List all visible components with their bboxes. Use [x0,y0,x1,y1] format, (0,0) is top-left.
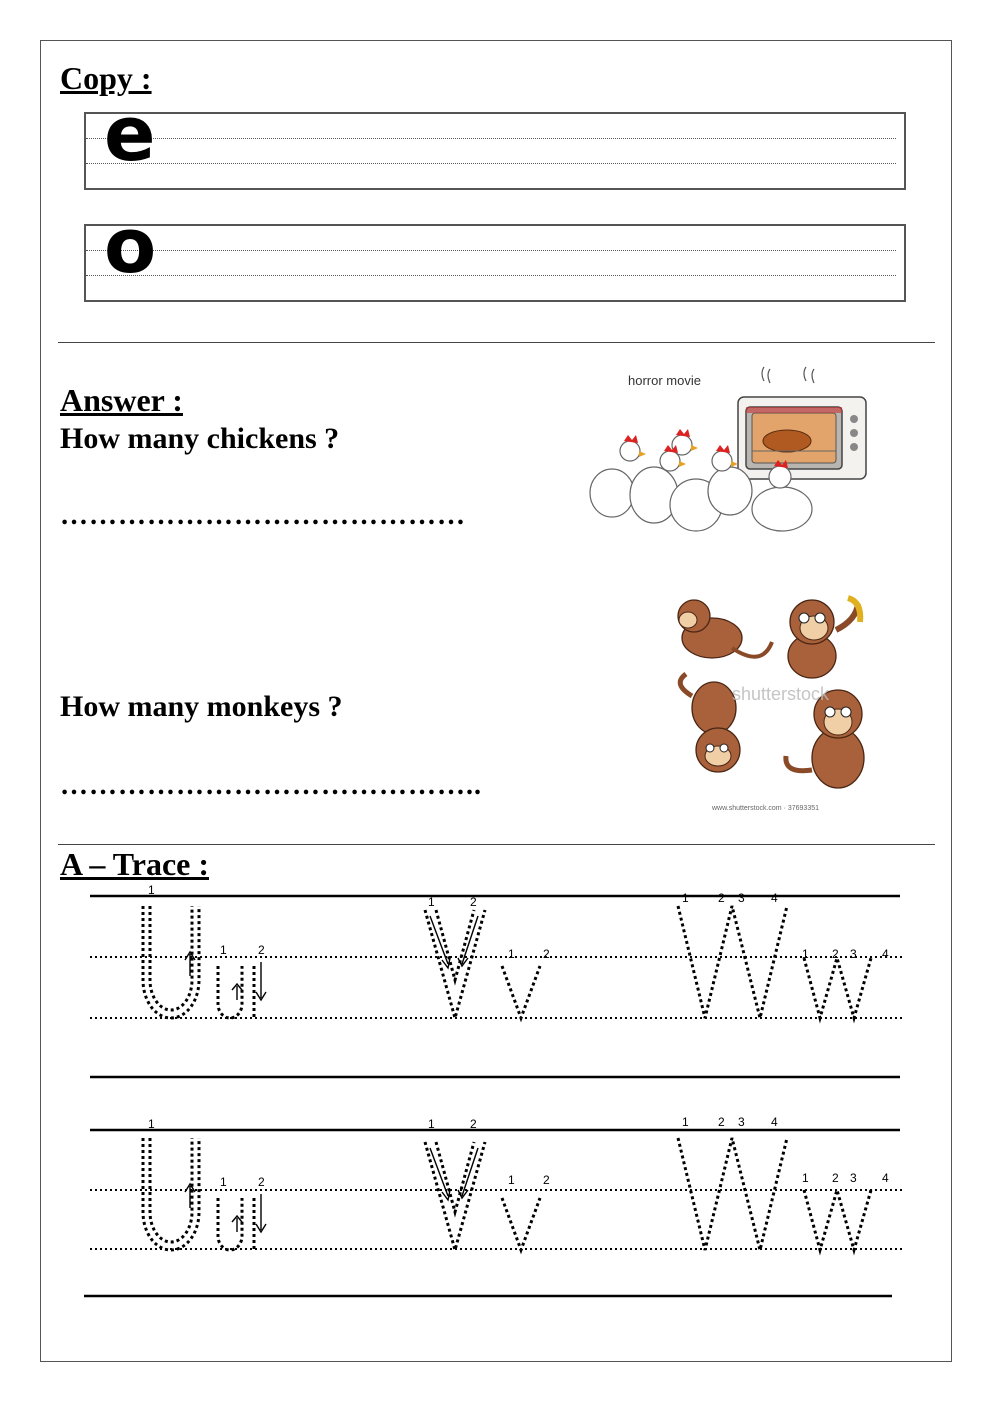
answer-line-chickens[interactable]: …………………………………… [60,500,466,531]
guide-line-middle [86,163,896,164]
stroke-number: 2 [543,1173,550,1187]
stroke-number: 2 [718,1115,725,1129]
guide-line-middle [86,275,896,276]
stroke-number: 3 [850,1171,857,1185]
stroke-number: 3 [850,947,857,961]
trace-letter-W [678,906,787,1018]
stroke-number: 2 [258,943,265,957]
stroke-number: 2 [832,1171,839,1185]
stroke-number: 2 [470,1117,477,1131]
stroke-number: 3 [738,1115,745,1129]
stroke-number: 1 [428,1117,435,1131]
question-chickens: How many chickens ? [60,422,340,455]
watermark-text: shutterstock [732,684,830,704]
model-letter-e: e [104,89,156,178]
stroke-number: 2 [718,891,725,905]
trace-letter-w-2 [804,1190,871,1250]
guide-line-top [86,138,896,139]
trace-letter-u-2 [218,1198,254,1250]
trace-letter-u [218,966,254,1018]
stroke-number: 1 [802,947,809,961]
stroke-number: 1 [682,891,689,905]
stroke-number: 2 [470,895,477,909]
horror-movie-caption: horror movie [628,373,701,388]
stroke-number: 1 [802,1171,809,1185]
stroke-number: 1 [148,1117,155,1131]
chickens-oven-illustration [582,365,892,540]
trace-letter-W-2 [678,1138,787,1250]
stroke-number: 1 [220,943,227,957]
model-letter-o: o [104,201,157,290]
tracing-worksheet[interactable] [80,880,910,1310]
guide-line-top [86,250,896,251]
trace-letter-v [502,966,540,1018]
copy-box-e[interactable] [84,89,906,190]
question-monkeys: How many monkeys ? [60,690,343,723]
stroke-number: 3 [738,891,745,905]
stroke-number: 2 [832,947,839,961]
stroke-number: 4 [771,891,778,905]
stroke-number: 1 [148,883,155,897]
stroke-number: 1 [508,1173,515,1187]
stroke-number: 1 [220,1175,227,1189]
trace-heading: A – Trace : [60,846,209,882]
stroke-number: 1 [508,947,515,961]
stroke-number: 1 [428,895,435,909]
stroke-number: 2 [258,1175,265,1189]
stroke-number: 4 [771,1115,778,1129]
section-divider [58,844,935,845]
stroke-number: 2 [543,947,550,961]
section-divider [58,342,935,343]
stroke-number: 4 [882,1171,889,1185]
copy-heading: Copy : [60,60,152,96]
trace-letter-v-2 [502,1198,540,1250]
stroke-number: 4 [882,947,889,961]
trace-letter-w [804,958,871,1018]
image-credit: www.shutterstock.com · 37693351 [712,805,819,812]
monkeys-illustration [652,590,897,815]
answer-line-monkeys[interactable]: …………………………………….. [60,770,482,801]
answer-heading: Answer : [60,382,183,418]
stroke-number: 1 [682,1115,689,1129]
copy-box-o[interactable] [84,201,906,302]
